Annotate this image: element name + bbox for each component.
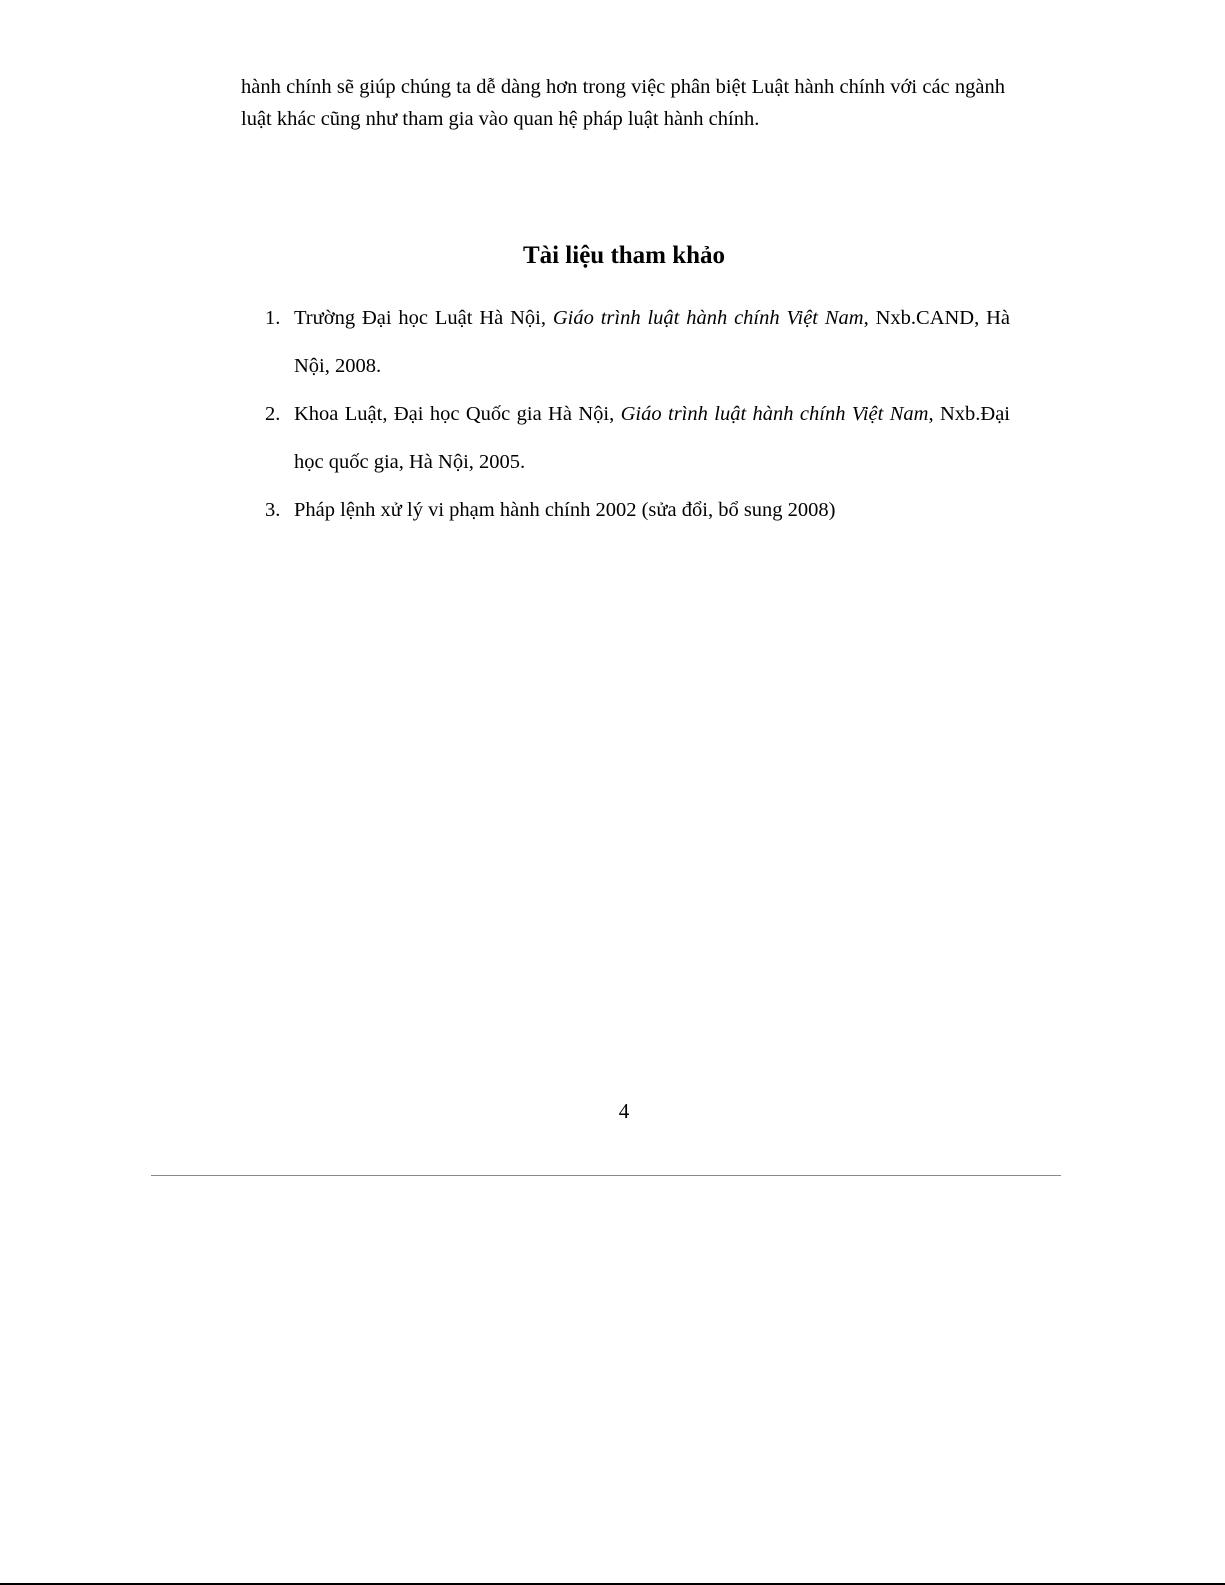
- reference-publisher: , Nxb.Đại học quốc gia, Hà Nội, 2005.: [294, 403, 1010, 473]
- reference-text: Pháp lệnh xử lý vi phạm hành chính 2002 (sửa đổi, bổ sung 2008): [294, 499, 836, 521]
- reference-item: [265, 390, 1010, 486]
- reference-number: 2.: [265, 403, 281, 425]
- intro-paragraph: hành chính sẽ giúp chúng ta dễ dàng hơn trong việc phân biệt Luật hành chính với các ngành luật khác cũng như tham gia vào quan hệ pháp luật hành chính.: [241, 75, 1005, 130]
- reference-item: [265, 486, 1010, 534]
- reference-number: 1.: [265, 307, 281, 329]
- references-list: [265, 294, 1010, 534]
- reference-number: 3.: [265, 499, 281, 521]
- reference-title: Giáo trình luật hành chính Việt Nam: [552, 307, 864, 329]
- page-number: 4: [618, 1099, 630, 1123]
- page-divider: [151, 1175, 1061, 1176]
- reference-author: Trường Đại học Luật Hà Nội,: [294, 307, 553, 329]
- reference-publisher: , Nxb.CAND, Hà Nội, 2008.: [294, 307, 1011, 377]
- reference-title: Giáo trình luật hành chính Việt Nam: [620, 403, 929, 425]
- reference-item: [265, 294, 1010, 390]
- reference-author: Khoa Luật, Đại học Quốc gia Hà Nội,: [294, 403, 621, 425]
- references-heading: Tài liệu tham khảo: [522, 242, 726, 269]
